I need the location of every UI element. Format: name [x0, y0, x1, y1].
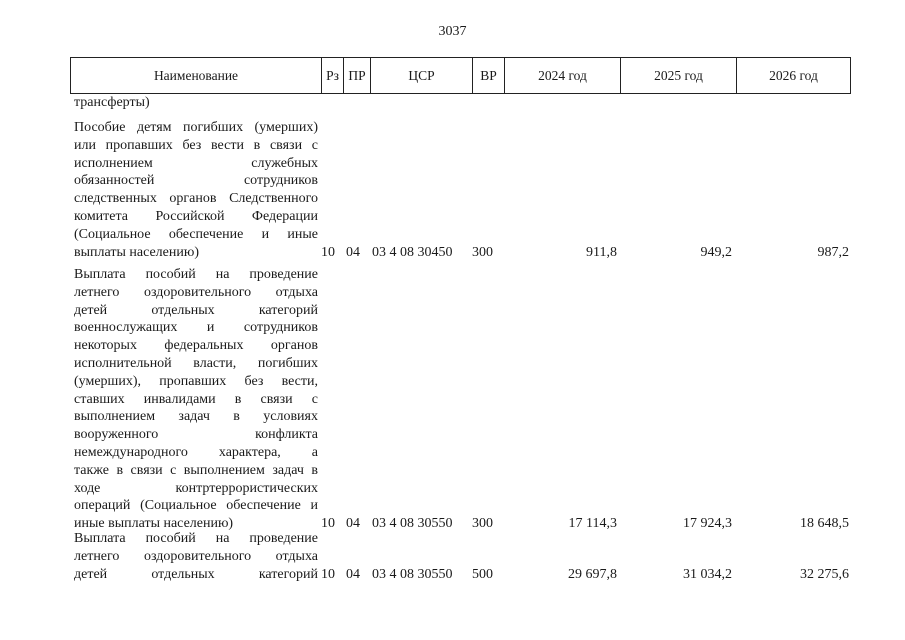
- cell-vr: 300: [472, 244, 493, 260]
- header-2025: 2025 год: [620, 58, 736, 93]
- name-line: (умерших), пропавших без вести,: [74, 373, 318, 389]
- name-line: (Социальное обеспечение и иные: [74, 226, 318, 242]
- cell-rz: 10: [321, 516, 335, 532]
- cell-pr: 04: [346, 244, 360, 260]
- name-line: следственных органов Следственного: [74, 191, 318, 207]
- cell-2025: 31 034,2: [683, 566, 732, 582]
- name-line: летнего оздоровительного отдыха: [74, 548, 318, 564]
- header-rz: Рз: [321, 58, 343, 93]
- name-line: военнослужащих и сотрудников: [74, 320, 318, 336]
- name-line: детей отдельных категорий: [74, 566, 318, 582]
- cell-vr: 300: [472, 516, 493, 532]
- cell-csr: 03 4 08 30550: [372, 566, 453, 582]
- name-line: исполнительной власти, погибших: [74, 355, 318, 371]
- name-line: также в связи с выполнением задач в: [74, 462, 318, 478]
- name-line: обязанностей сотрудников: [74, 173, 318, 189]
- cell-2024: 911,8: [586, 244, 617, 260]
- name-line: Выплата пособий на проведение: [74, 531, 318, 546]
- cell-vr: 500: [472, 566, 493, 582]
- name-line: выполнением задач в условиях: [74, 409, 318, 425]
- header-vr: ВР: [472, 58, 504, 93]
- cell-2026: 32 275,6: [800, 566, 849, 582]
- cell-rz: 10: [321, 566, 335, 582]
- table-row: [70, 266, 851, 534]
- name-line: трансферты): [74, 95, 150, 110]
- name-line: некоторых федеральных органов: [74, 338, 318, 354]
- name-line: Выплата пособий на проведение: [74, 267, 318, 282]
- cell-2024: 29 697,8: [568, 566, 617, 582]
- name-line: комитета Российской Федерации: [74, 208, 318, 224]
- name-line: летнего оздоровительного отдыха: [74, 284, 318, 300]
- name-line: ставших инвалидами в связи с: [74, 391, 318, 407]
- row-name: [74, 94, 318, 112]
- cell-2024: 17 114,3: [568, 516, 617, 532]
- row-name: [74, 119, 318, 261]
- cell-pr: 04: [346, 516, 360, 532]
- header-csr: ЦСР: [370, 58, 472, 93]
- header-2024: 2024 год: [504, 58, 620, 93]
- header-2026: 2026 год: [736, 58, 850, 93]
- cell-pr: 04: [346, 566, 360, 582]
- row-name: [74, 530, 318, 583]
- header-pr: ПР: [343, 58, 370, 93]
- row-name: [74, 266, 318, 533]
- table-row: [70, 530, 851, 586]
- name-line: выплаты населению): [74, 244, 199, 260]
- name-line: операций (Социальное обеспечение и: [74, 498, 318, 514]
- name-line: иные выплаты населению): [74, 516, 234, 532]
- name-line: или пропавших без вести в связи с: [74, 137, 318, 153]
- cell-rz: 10: [321, 244, 335, 260]
- name-line: ходе контртеррористических: [74, 480, 318, 496]
- table-row: [70, 119, 851, 262]
- cell-csr: 03 4 08 30450: [372, 244, 453, 260]
- name-line: Пособие детям погибших (умерших): [74, 120, 318, 135]
- page-number: 3037: [438, 24, 467, 39]
- name-line: немеждународного характера, а: [74, 444, 318, 460]
- cell-2025: 17 924,3: [683, 516, 732, 532]
- name-line: исполнением служебных: [74, 155, 318, 171]
- cell-csr: 03 4 08 30550: [372, 516, 453, 532]
- header-name: Наименование: [153, 67, 239, 83]
- table-row: [70, 94, 851, 112]
- table-header: [70, 57, 851, 94]
- name-line: вооруженного конфликта: [74, 427, 318, 443]
- cell-2026: 18 648,5: [800, 516, 849, 532]
- cell-2025: 949,2: [700, 244, 732, 260]
- cell-2026: 987,2: [817, 244, 849, 260]
- name-line: детей отдельных категорий: [74, 302, 318, 318]
